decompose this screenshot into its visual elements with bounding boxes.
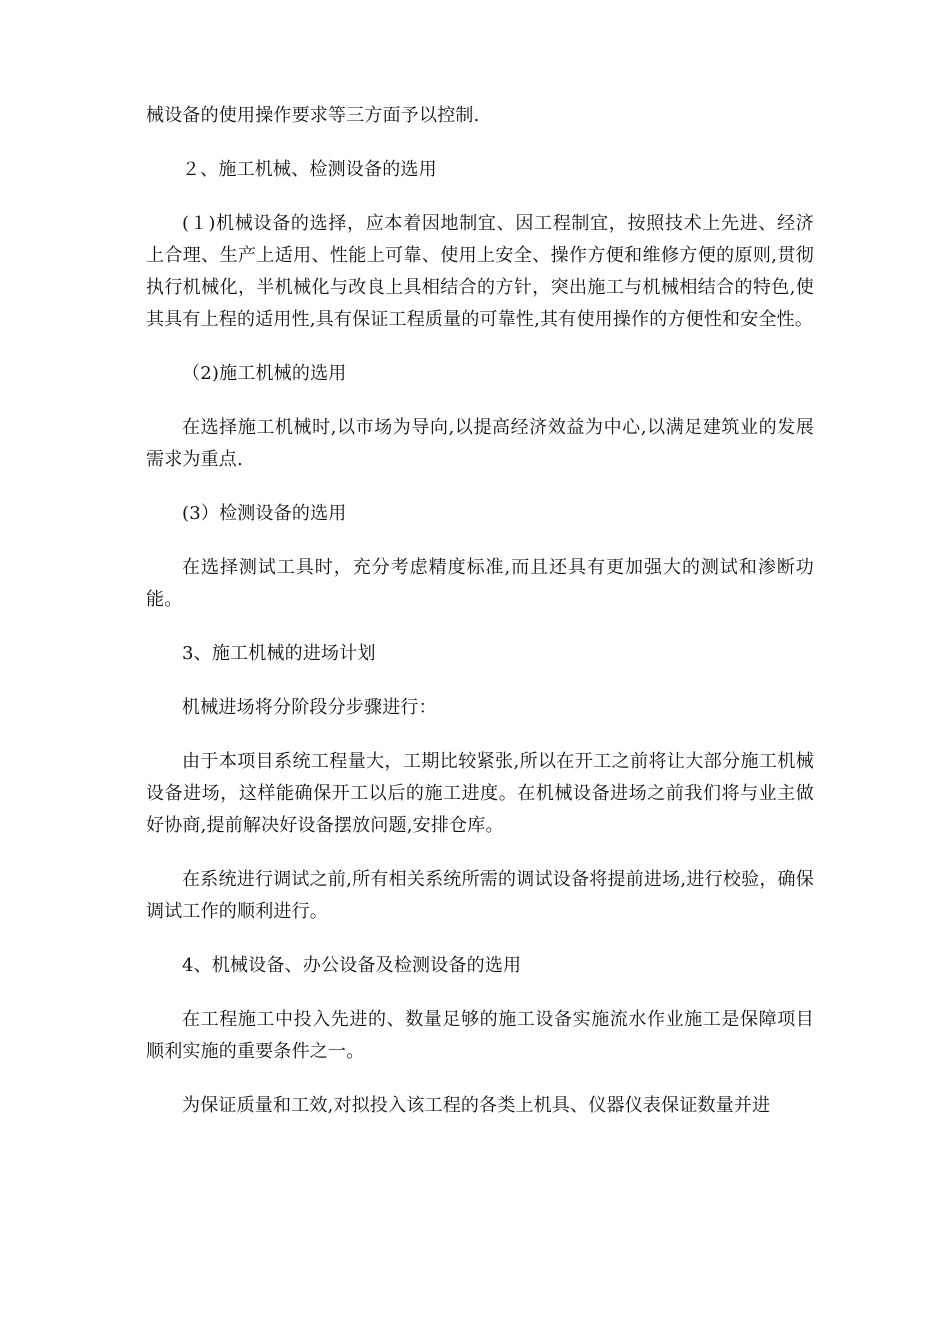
paragraph-machinery-selection: (１)机械设备的选择，应本着因地制宜、因工程制宜，按照技术上先进、经济上合理、生产上适用、性能上可靠、使用上安全、操作方便和维修方便的原则,贯彻执行机械化，半机械化与改良上具相结合的方针，突出施工与机械相结合的特色,使其具有上程的适用性,具有保证工程质量的可靠性,其有使用操作的方便性和安全性。: [146, 213, 814, 330]
section-heading-3: 3、施工机械的进场计划: [182, 643, 376, 664]
paragraph-entry-schedule: 由于本项目系统工程量大，工期比较紧张,所以在开工之前将让大部分施工机械设备进场，这样能确保开工以后的施工进度。在机械设备进场之前我们将与业主做好协商,提前解决好设备摆放问题,安排仓库。: [146, 751, 814, 836]
paragraph-quality-assurance: 为保证质量和工效,对拟投入该工程的各类上机具、仪器仪表保证数量并进: [182, 1095, 771, 1116]
subheading-construction-machinery: （2)施工机械的选用: [182, 363, 347, 384]
paragraph-entry-phases: 机械进场将分阶段分步骤进行：: [182, 697, 437, 718]
document-body: [146, 100, 814, 1144]
paragraph-flow-operation: 在工程施工中投入先进的、数量足够的施工设备实施流水作业施工是保障项目顺利实施的重要条件之一。: [146, 1009, 814, 1062]
section-heading-2: ２、施工机械、检测设备的选用: [182, 159, 437, 180]
paragraph-continuation: 械设备的使用操作要求等三方面予以控制.: [146, 105, 480, 126]
section-heading-4: 4、机械设备、办公设备及检测设备的选用: [182, 955, 522, 976]
paragraph-commissioning-equipment: 在系统进行调试之前,所有相关系统所需的调试设备将提前进场,进行校验，确保调试工作的顺利进行。: [146, 869, 814, 922]
paragraph-testing-tools: 在选择测试工具时，充分考虑精度标准,而且还具有更加强大的测试和渗断功能。: [146, 557, 814, 610]
subheading-testing-equipment: (3）检测设备的选用: [182, 503, 347, 524]
paragraph-machinery-choice: 在选择施工机械时,以市场为导向,以提高经济效益为中心,以满足建筑业的发展需求为重点.: [146, 417, 814, 470]
